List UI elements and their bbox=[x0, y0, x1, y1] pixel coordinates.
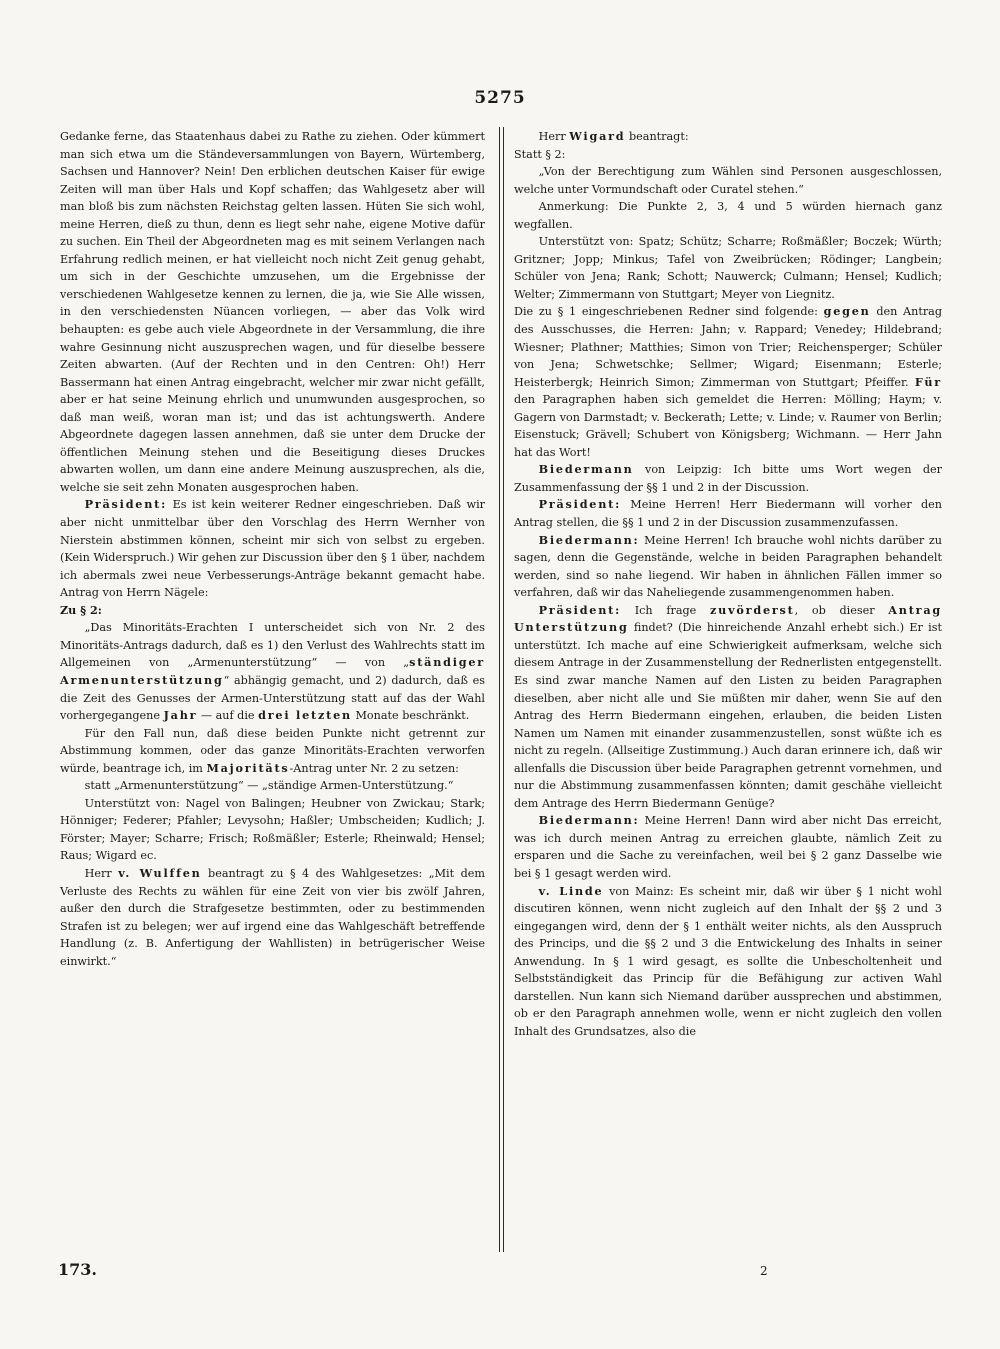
speaker-name: Präsident: bbox=[84, 497, 168, 512]
paragraph bbox=[60, 725, 485, 778]
text-run: “ abhängig gemacht, und 2) dadurch, daß es die Zeit des Genusses der Armen-Unterstützung statt auf das der Wahl vorhergegangene bbox=[60, 673, 485, 723]
text-run: Herr bbox=[538, 130, 570, 143]
emphasis: Antrag Unterstützung bbox=[514, 602, 942, 635]
paragraph bbox=[514, 128, 942, 146]
text-run: Die zu § 1 eingeschriebenen Redner sind folgende: bbox=[514, 305, 824, 319]
speech-text: Meine Herren! Ich brauche wohl nichts darüber zu sagen, denn die Gegenstände, welche in beiden Paragraphen behandelt werden, sind so nahe liegend. Wir haben in ähnlichen Fällen immer so verfahren, daß wir das Naheliegende zusammengenommen haben. bbox=[514, 533, 942, 600]
speaker-name: Präsident: bbox=[538, 602, 622, 617]
section-label: Zu § 2: bbox=[60, 602, 102, 617]
emphasis: Jahr bbox=[163, 708, 198, 723]
text-run: Ich frage bbox=[621, 603, 711, 617]
speaker-name: Wigard bbox=[569, 129, 626, 143]
page-number: 5275 bbox=[474, 88, 526, 108]
paragraph: statt „Armenunterstützung“ — „ständige Armen-Unterstützung.“ bbox=[84, 779, 454, 793]
paragraph bbox=[60, 496, 485, 601]
text-run: beantragt zu § 4 des Wahlgesetzes: „Mit dem Verluste des Rechts zu wählen für eine Zeit von vier bis zwölf Jahren, außer den durch die Strafgesetze bestimmten, oder zu bestimmenden Strafen ist zu belegen; wer auf irgend eine das Wahlgeschäft betreffende Handlung (z. B. Anfertigung der Wahllisten) in betrügerischer Weise einwirkt.“ bbox=[60, 866, 485, 968]
paragraph bbox=[514, 602, 942, 813]
speech-text: Meine Herren! Herr Biedermann will vorher den Antrag stellen, die §§ 1 und 2 in der Discussion zusammenzufassen. bbox=[514, 498, 942, 530]
speaker-name: Biedermann bbox=[538, 462, 634, 477]
speaker-name: v. Wulffen bbox=[118, 865, 202, 880]
text-run: Monate beschränkt. bbox=[351, 709, 470, 723]
quoted-amendment: „Von der Berechtigung zum Wählen sind Personen ausgeschlossen, welche unter Vormundschaft oder Curatel stehen.“ bbox=[514, 165, 942, 196]
supporters-list: Unterstützt von: Spatz; Schütz; Scharre; Roßmäßler; Boczek; Würth; Gritzner; Jopp; Minkus; Tafel von Zweibrücken; Rödinger; Langbein; Schüler von Jena; Rank; Schott; Nauwerck; Culmann; Hensel; Kudlich; Welter; Zimmermann von Stuttgart; Meyer von Liegnitz. bbox=[514, 235, 942, 301]
paragraph bbox=[514, 461, 942, 496]
speaker-name: Biedermann: bbox=[538, 813, 640, 828]
text-run: Für den Fall nun, daß diese beiden Punkte nicht getrennt zur Abstimmung kommen, oder das ganze Minoritäts-Erachten verworfen würde, beantrage ich, im bbox=[60, 726, 485, 775]
supporters-list: Unterstützt von: Nagel von Balingen; Heubner von Zwickau; Stark; Hönniger; Federer; Pfahler; Levysohn; Haßler; Umbscheiden; Kudlich; J. Förster; Mayer; Scharre; Frisch; Roßmäßler; Esterle; Rheinwald; Hensel; Raus; Wigard ec. bbox=[60, 796, 485, 863]
speech-text: Meine Herren! Dann wird aber nicht Das erreicht, was ich durch meinen Antrag zu erreichen glaubte, nämlich Zeit zu ersparen und die Sache zu vereinfachen, weil bei § 2 ganz Dasselbe wie bei § 1 gesagt werden wird. bbox=[514, 814, 942, 880]
quoted-amendment bbox=[60, 619, 485, 724]
text-run: den Antrag des Ausschusses, die Herren: Jahn; v. Rappard; Venedey; Hildebrand; Wiesner; Plathner; Matthies; Simon von Trier; Reichensperger; Schüler von Jena; Schwetschke; Sellmer; Wigard; Eisenmann; Esterle; Heisterbergk; Heinrich Simon; Zimmerman von Stuttgart; Pfeiffer. bbox=[514, 305, 942, 389]
emphasis: Für bbox=[914, 374, 942, 389]
paragraph bbox=[60, 865, 485, 970]
signature-mark: 173. bbox=[58, 1260, 97, 1279]
emphasis: gegen bbox=[823, 304, 871, 319]
speaker-name: Biedermann: bbox=[538, 532, 640, 547]
text-run: — auf die bbox=[197, 709, 259, 723]
text-run: -Antrag unter Nr. 2 zu setzen: bbox=[289, 761, 459, 775]
text-run: „Das Minoritäts-Erachten I unterscheidet sich von Nr. 2 des Minoritäts-Antrags dadurch, daß es 1) den Verlust des Wahlrechts statt im Allgemeinen von „Armenunterstützung“ — von „ bbox=[60, 621, 485, 670]
paragraph bbox=[514, 883, 942, 1041]
speech-text: Es ist kein weiterer Redner eingeschrieben. Daß wir aber nicht unmittelbar über den Vorschlag des Herrn Wernher von Nierstein abstimmen können, scheint mir sich von selbst zu ergeben. (Kein Widerspruch.) Wir gehen zur Discussion über den § 1 über, nachdem ich abermals zwei neue Verbesserungs-Anträge bekannt gemacht habe. Antrag von Herrn Nägele: bbox=[60, 498, 485, 600]
note: Anmerkung: Die Punkte 2, 3, 4 und 5 würden hiernach ganz wegfallen. bbox=[514, 200, 942, 231]
paragraph bbox=[514, 532, 942, 602]
emphasis: drei letzten bbox=[258, 708, 352, 723]
left-column bbox=[60, 128, 485, 970]
sheet-number: 2 bbox=[760, 1264, 768, 1278]
speaker-name: Präsident: bbox=[538, 497, 622, 512]
section-label: Statt § 2: bbox=[514, 147, 566, 161]
text-run: beantragt: bbox=[625, 130, 689, 143]
speaker-name: v. Linde bbox=[538, 883, 604, 898]
text-run: den Paragraphen haben sich gemeldet die Herren: Mölling; Haym; v. Gagern von Darmstadt; v. Beckerath; Lette; v. Linde; v. Raumer von Berlin; Eisenstuck; Grävell; Schubert von Königsberg; Wichmann. — Herr Jahn hat das Wort! bbox=[514, 393, 942, 459]
column-divider bbox=[499, 127, 504, 1252]
text-run: Herr bbox=[84, 866, 119, 880]
speech-text: von Leipzig: Ich bitte ums Wort wegen der Zusammenfassung der §§ 1 und 2 in der Discussion. bbox=[514, 463, 942, 494]
paragraph bbox=[514, 812, 942, 882]
paragraph bbox=[514, 496, 942, 531]
emphasis: Majoritäts bbox=[206, 760, 290, 775]
right-column bbox=[514, 128, 942, 1040]
text-run: findet? (Die hinreichende Anzahl erhebt sich.) Er ist unterstützt. Ich mache auf eine Schwierigkeit aufmerksam, welche sich diesem Antrage in der Zusammenstellung der Rednerlisten entgegenstellt. Es sind zwar manche Namen auf den Listen zu beiden Paragraphen dieselben, aber nicht alle und Sie müßten mir daher, wenn Sie auf den Antrag des Herrn Biedermann eingehen, erlauben, die beiden Listen Namen um Namen mit einander zusammenzustellen, sonst wüßte ich es nicht zu regeln. (Allseitige Zustimmung.) Auch daran erinnere ich, daß wir allenfalls die Discussion über beide Paragraphen getrennt vornehmen, und nur die Abstimmung zusammenfassen könnten; damit geschähe vielleicht dem Antrage des Herrn Biedermann Genüge? bbox=[514, 621, 942, 810]
emphasis: zuvörderst bbox=[710, 602, 795, 617]
speech-text: von Mainz: Es scheint mir, daß wir über § 1 nicht wohl discutiren können, wenn nicht zugleich auf den Inhalt der §§ 2 und 3 eingegangen wird, denn der § 1 enthält weiter nichts, als den Ausspruch des Princips, und die §§ 2 und 3 die Entwickelung des Inhalts in seiner Anwendung. In § 1 wird gesagt, es sollte die Unbescholtenheit und Selbstständigkeit das Princip für die Befähigung zur activen Wahl darstellen. Nun kann sich Niemand darüber aussprechen und abstimmen, ob er den Paragraph annehmen wolle, wenn er nicht zugleich den vollen Inhalt des Grundsatzes, also die bbox=[514, 884, 942, 1038]
paragraph: Gedanke ferne, das Staatenhaus dabei zu Rathe zu ziehen. Oder kümmert man sich etwa um die Ständeversammlungen von Bayern, Würtemberg, Sachsen und Hannover? Nein! Den erblichen deutschen Kaiser für ewige Zeiten will man über Hals und Kopf schaffen; das Wahlgesetz aber will man bloß bis zum nächsten Reichstag gelten lassen. Hüten Sie sich wohl, meine Herren, dieß zu thun, denn es liegt sehr nahe, eigene Motive dafür zu suchen. Ein Theil der Abgeordneten mag es mit seinem Verlangen nach Erfahrung redlich meinen, er hat vielleicht noch nicht Zeit genug gehabt, um sich in der Geschichte umzusehen, um die Ergebnisse der verschiedenen Wahlgesetze kennen zu lernen, die ja, wie Sie Alle wissen, in den verschiedensten Nüancen vorliegen, — aber das Volk wird behaupten: es gebe auch viele Abgeordnete in der Versammlung, die ihre wahre Gesinnung nicht auszusprechen wagen, und für dieselbe bessere Zeiten abwarten. (Auf der Rechten und in den Centren: Oh!) Herr Bassermann hat einen Antrag eingebracht, welcher mir zwar nicht gefällt, aber er hat seine Meinung ehrlich und unumwunden ausgesprochen, so daß man weiß, woran man ist; und das ist achtungswerth. Andere Abgeordnete dagegen lassen annehmen, daß sie unter dem Drucke der öffentlichen Meinung stehen und die Beseitigung dieses Druckes abwarten wollen, um dann eine andere Meinung auszusprechen, als die, welche sie seit zehn Monaten ausgesprochen haben. bbox=[60, 130, 485, 494]
text-run: , ob dieser bbox=[794, 603, 889, 617]
paragraph bbox=[514, 303, 942, 461]
emphasis: ständiger Armenunterstützung bbox=[60, 655, 485, 687]
